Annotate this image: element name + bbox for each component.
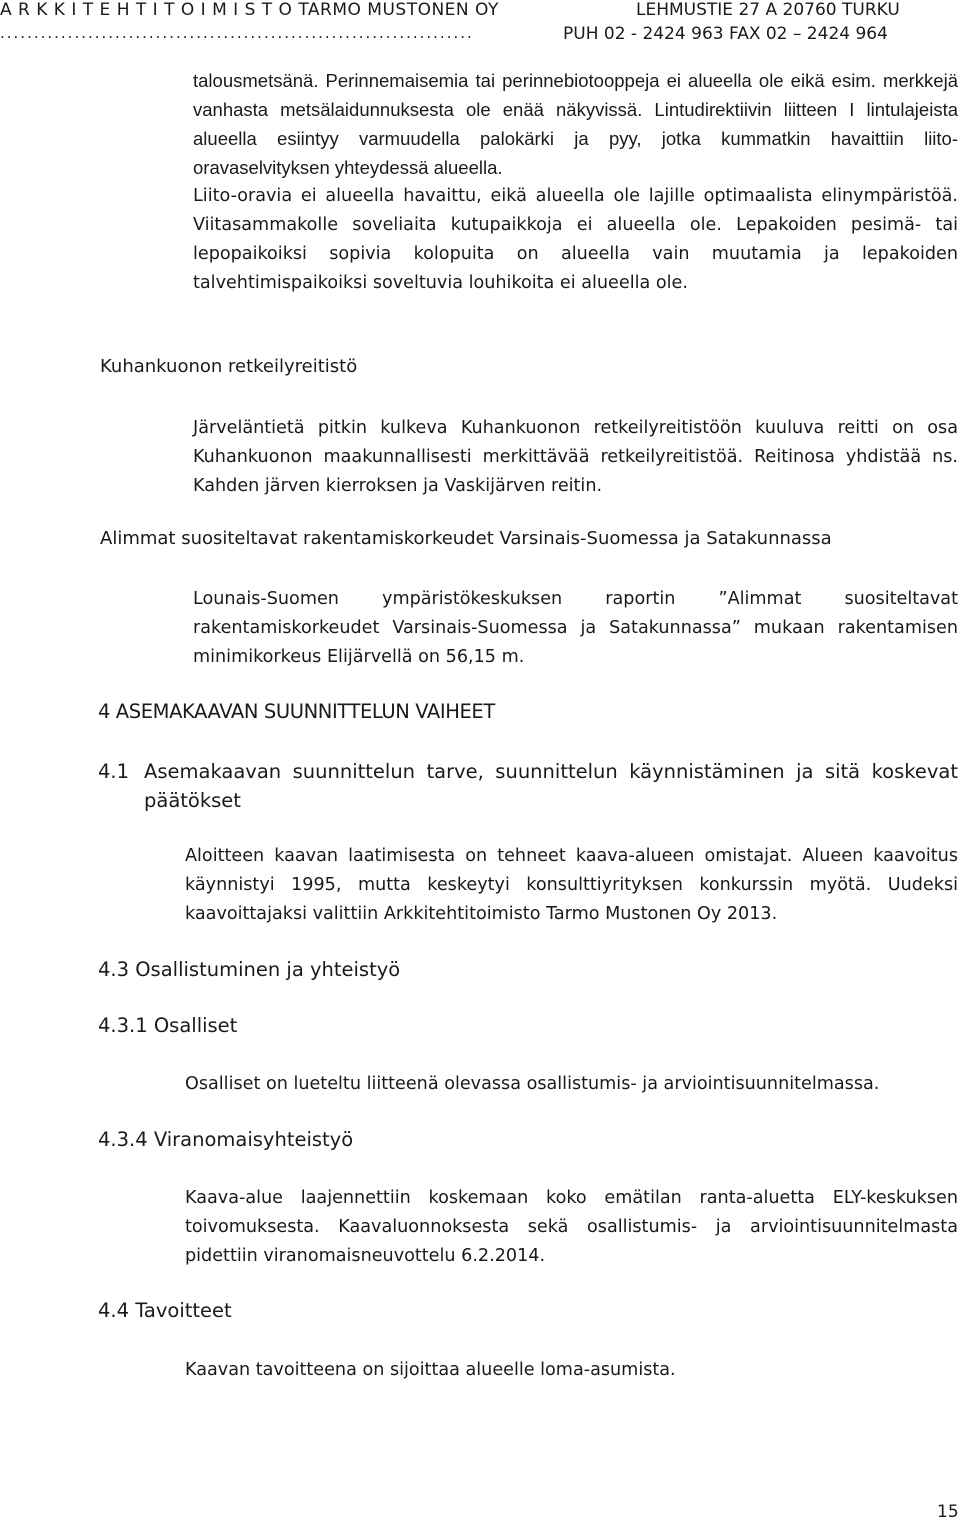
section-4-4-paragraph: Kaavan tavoitteena on sijoittaa alueelle loma-asumista. bbox=[185, 1360, 676, 1380]
section-4-4-heading: 4.4 Tavoitteet bbox=[98, 1299, 232, 1322]
section-4-1-paragraph: Aloitteen kaavan laatimisesta on tehneet kaava-alueen omistajat. Alueen kaavoitus käynnistyi 1995, mutta keskeytyi konsulttiyrityksen konkurssin myötä. Uudeksi kaavoittajaksi valittiin Arkkitehtitoimisto Tarmo Mustonen Oy 2013. bbox=[185, 846, 958, 924]
section-4-1-heading bbox=[98, 757, 958, 815]
firm-address: LEHMUSTIE 27 A 20760 TURKU bbox=[636, 0, 900, 20]
page-header bbox=[0, 0, 960, 50]
section-4-3-4-paragraph: Kaava-alue laajennettiin koskemaan koko emätilan ranta-aluetta ELY-keskuksen toivomuksesta. Kaavaluonnoksesta sekä osallistumis- ja arviointisuunnitelmasta pidettiin viranomaisneuvottelu 6.2.2014. bbox=[185, 1188, 958, 1266]
section-4-3-1-paragraph: Osalliset on lueteltu liitteenä olevassa osallistumis- ja arviointisuunnitelmassa. bbox=[185, 1074, 880, 1094]
section-4-1-number: 4.1 bbox=[98, 760, 130, 783]
intro-paragraph-part2: Liito-oravia ei alueella havaittu, eikä alueella ole lajille optimaalista elinympäristöä. Viitasammakolle soveliaita kutupaikkoja ei alueella ole. Lepakoiden pesimä- tai lepopaikoiksi sopivia kolopuita on alueella vain muutamia ja lepakoiden talvehtimispaikoiksi soveltuvia louhikoita ei alueella ole. bbox=[193, 186, 958, 293]
section-4-1-title: Asemakaavan suunnittelun tarve, suunnittelun käynnistäminen ja sitä koskevat päätökset bbox=[144, 760, 958, 812]
section-4-3-1-heading: 4.3.1 Osalliset bbox=[98, 1014, 238, 1037]
page-number: 15 bbox=[937, 1502, 959, 1522]
intro-paragraph-part1: talousmetsänä. Perinnemaisemia tai perinnebiotooppeja ei alueella ole eikä esim. merkkejä vanhasta metsälaidunnuksesta ole enää näkyvissä. Lintudirektiivin liitteen I lintulajeista alueella esiintyy varmuudella palokärki ja pyy, jotka kummatkin havaittiin liito-oravaselvityksen yhteydessä alueella. bbox=[193, 70, 958, 178]
kuhankuono-subheading: Kuhankuonon retkeilyreitistö bbox=[100, 356, 358, 377]
section-4-3-heading: 4.3 Osallistuminen ja yhteistyö bbox=[98, 958, 401, 981]
alimmat-paragraph: Lounais-Suomen ympäristökeskuksen raportin ”Alimmat suositeltavat rakentamiskorkeudet Varsinais-Suomessa ja Satakunnassa” mukaan rakentamisen minimikorkeus Elijärvellä on 56,15 m. bbox=[193, 589, 958, 667]
section-4-3-4-heading: 4.3.4 Viranomaisyhteistyö bbox=[98, 1128, 354, 1151]
firm-name: A R K K I T E H T I T O I M I S T O TARMO MUSTONEN OY bbox=[0, 0, 499, 20]
header-dotted-rule: ...................................................................... bbox=[0, 24, 474, 42]
section-4-heading: 4 ASEMAKAAVAN SUUNNITTELUN VAIHEET bbox=[98, 700, 495, 723]
firm-phone: PUH 02 - 2424 963 FAX 02 – 2424 964 bbox=[563, 24, 888, 44]
alimmat-subheading: Alimmat suositeltavat rakentamiskorkeudet Varsinais-Suomessa ja Satakunnassa bbox=[100, 528, 832, 549]
kuhankuono-paragraph: Järveläntietä pitkin kulkeva Kuhankuonon retkeilyreitistöön kuuluva reitti on osa Kuhankuonon maakunnallisesti merkittävää retkeilyreitistöä. Reitinosa yhdistää ns. Kahden järven kierroksen ja Vaskijärven reitin. bbox=[193, 418, 958, 496]
